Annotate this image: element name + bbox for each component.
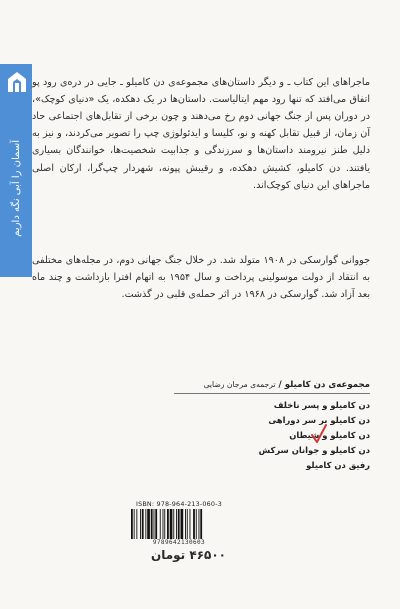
barcode-bar bbox=[200, 509, 202, 539]
series-book-item-current: دن کامیلو و شیطان bbox=[170, 428, 370, 443]
barcode-bar bbox=[173, 509, 174, 539]
barcode bbox=[129, 509, 229, 539]
barcode-bar bbox=[155, 509, 157, 539]
price-label: ۴۶۵۰۰ تومان bbox=[150, 548, 226, 562]
barcode-bar bbox=[147, 509, 150, 539]
checkmark-icon bbox=[310, 423, 328, 445]
barcode-bar bbox=[151, 509, 153, 539]
barcode-bar bbox=[131, 509, 133, 539]
series-book-item: دن کامیلو بر سر دوراهی bbox=[268, 415, 370, 425]
spine-band bbox=[0, 64, 32, 277]
barcode-bar bbox=[167, 509, 169, 539]
barcode-bar bbox=[142, 509, 144, 539]
barcode-bar bbox=[140, 509, 141, 539]
barcode-digits: 9789642130603 bbox=[152, 539, 206, 546]
barcode-bar bbox=[199, 509, 200, 539]
barcode-area bbox=[128, 500, 230, 562]
series-list bbox=[170, 380, 370, 473]
barcode-bar bbox=[190, 509, 191, 539]
series-heading: مجموعه‌ی دن کامیلو / ترجمه‌ی مرجان رضایی bbox=[203, 380, 370, 390]
author-bio-paragraph: جووانی گوارسکی در ۱۹۰۸ متولد شد. در خلال جنگ جهانی دوم، در مجله‌های مختلفی به انتقاد از دولت موسولینی پرداخت و سال ۱۹۵۴ به اتهام افترا بازداشت و چند ماه بعد آزاد شد. گوارسکی در ۱۹۶۸ در اثر حمله‌ی قلبی در گذشت. bbox=[32, 254, 371, 300]
series-book-item: دن کامیلو و جوانان سرکش bbox=[258, 445, 370, 455]
barcode-bar bbox=[134, 509, 135, 539]
barcode-bar bbox=[176, 509, 177, 539]
series-book-item: دن کامیلو و پسر ناخلف bbox=[273, 400, 370, 410]
barcode-bar bbox=[145, 509, 146, 539]
barcode-bar bbox=[164, 509, 165, 539]
barcode-bar bbox=[193, 509, 195, 539]
barcode-bar bbox=[196, 509, 197, 539]
barcode-bar bbox=[136, 509, 137, 539]
barcode-bar bbox=[163, 509, 164, 539]
translator-credit: ترجمه‌ی مرجان رضایی bbox=[203, 380, 276, 389]
barcode-bar bbox=[170, 509, 173, 539]
series-title: مجموعه‌ی دن کامیلو bbox=[284, 380, 370, 390]
barcode-bar bbox=[178, 509, 180, 539]
barcode-bar bbox=[185, 509, 186, 539]
isbn-text: ISBN: 978-964-213-060-3 bbox=[136, 500, 222, 508]
barcode-bar bbox=[160, 509, 161, 539]
barcode-bar bbox=[187, 509, 188, 539]
description-paragraph: ماجراهای این کتاب ـ و دیگر داستان‌های مجموعه‌ی دن کامیلو ـ جایی در دره‌ی رود پو اتفاق می‌افتد که تنها رود مهم ایتالیاست. داستان‌ها در یک دهکده، یک «دنیای کوچک»، در دوران پس از جنگ جهانی دوم رخ می‌دهند و چون برخی از تقابل‌های اجتماعی حاد آن زمان، از قبیل تقابل کهنه و نو، کلیسا و ایدئولوژی چپ را تصویر می‌کردند، و نیز به دلیل طنز نیرومند داستان‌ها و سرزندگی و جذابیت شخصیت‌ها، خوانندگان بسیاری یافتند. دن کامیلو، کشیش دهکده، و رقیبش پپونه، شهردار چپ‌گرا، ارکان اصلی ماجراهای این دنیای کوچک‌اند. bbox=[32, 76, 370, 191]
barcode-bar bbox=[181, 509, 184, 539]
publisher-logo bbox=[6, 70, 28, 94]
barcode-bar bbox=[154, 509, 155, 539]
slogan-text: آسمان را آبی نگه داریم bbox=[10, 139, 22, 237]
series-book-item: رفیق دن کامیلو bbox=[306, 460, 370, 470]
divider bbox=[174, 393, 370, 394]
